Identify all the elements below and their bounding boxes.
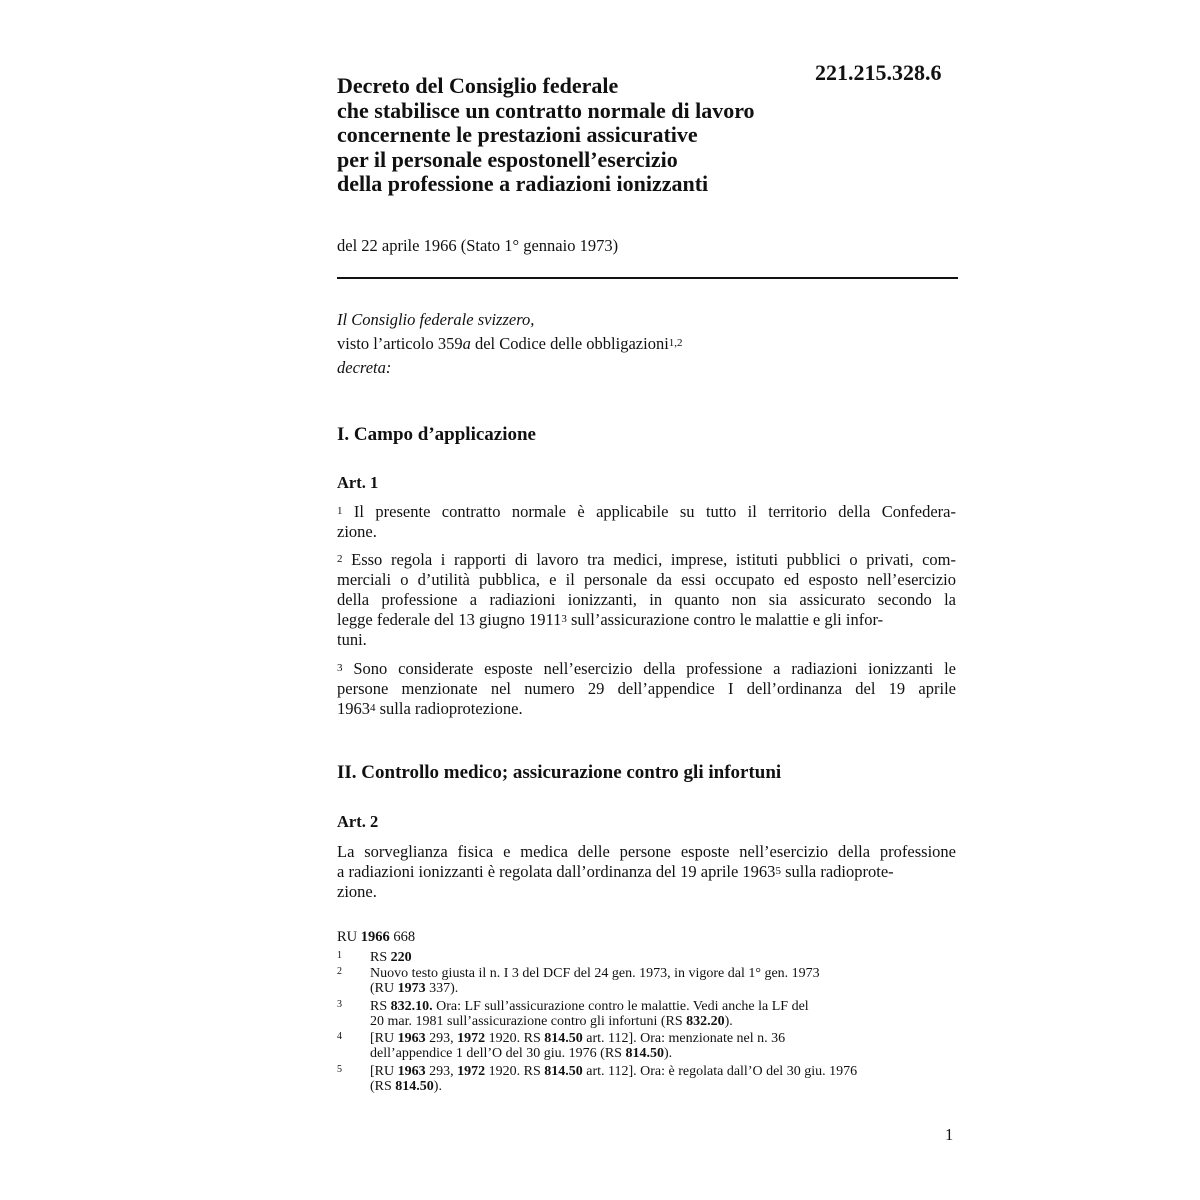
art2-paragraph: La sorveglianza fisica e medica delle persone esposte nell’esercizio della professione a radiazioni ionizzanti è regolata dall’ordinanza del 19 aprile 1963$^5$ sulla radioprote- zione. (337, 842, 956, 901)
title-line: per il personale espostonell’esercizio (337, 146, 678, 172)
preamble (337, 308, 683, 380)
paragraph-number: 3 (337, 662, 343, 674)
paragraph-number: 2 (337, 553, 343, 565)
section-heading-1: I. Campo d’applicazione (337, 424, 536, 445)
document-title (337, 74, 807, 197)
article-label-1: Art. 1 (337, 473, 379, 492)
document-date: del 22 aprile 1966 (Stato 1° gennaio 1973) (337, 236, 619, 255)
article-label-2: Art. 2 (337, 812, 379, 831)
art1-paragraph-1: $^1$ Il presente contratto normale è applicabile su tutto il territorio della Confedera- zione. (337, 502, 956, 541)
preamble-authority: Il Consiglio federale svizzero, (337, 310, 535, 329)
sr-number: 221.215.328.6 (815, 60, 942, 85)
footnote-ref[interactable]: 4 (370, 702, 376, 714)
title-line: concernente le prestazioni assicurative (337, 122, 698, 147)
header-divider (337, 277, 958, 279)
art1-paragraph-3: $^3$ Sono considerate esposte nell’esercizio della professione a radiazioni ionizzanti le persone menzionate nel numero 29 dell’appendice I dell’ordinanza del 19 aprile 1963$^4$ sulla radioprotezione. (337, 659, 957, 718)
title-line: della professione a radiazioni ionizzanti (337, 171, 709, 196)
ru-reference: RU 1966 668 (337, 929, 416, 945)
footnote-ref[interactable]: 3 (561, 613, 567, 625)
footnote-ref[interactable]: 1,2 (668, 337, 683, 349)
preamble-visto: visto l’articolo 359a del Codice delle obbligazioni$^{1,2}$ (337, 334, 683, 353)
title-line: Decreto del Consiglio federale (337, 73, 619, 98)
title-line: che stabilisce un contratto normale di lavoro (337, 97, 755, 123)
section-heading-2: II. Controllo medico; assicurazione contro gli infortuni (337, 762, 782, 783)
paragraph-number: 1 (337, 505, 343, 517)
footnote-ref[interactable]: 5 (775, 865, 781, 877)
preamble-decreta: decreta: (337, 358, 392, 377)
page-number: 1 (945, 1125, 954, 1144)
art1-paragraph-2: $^2$ Esso regola i rapporti di lavoro tra medici, imprese, istituti pubblici o privati, com- merciali o d’utilità pubblica, e il personale da essi occupato ed esposto nell’esercizio della professione a radiazioni ionizzanti, in quanto non sia assicurato secondo la legge federale del 13 giugno 1911$^3$ sull’assicurazione contro le malattie e gli infor- tuni. (337, 550, 956, 649)
